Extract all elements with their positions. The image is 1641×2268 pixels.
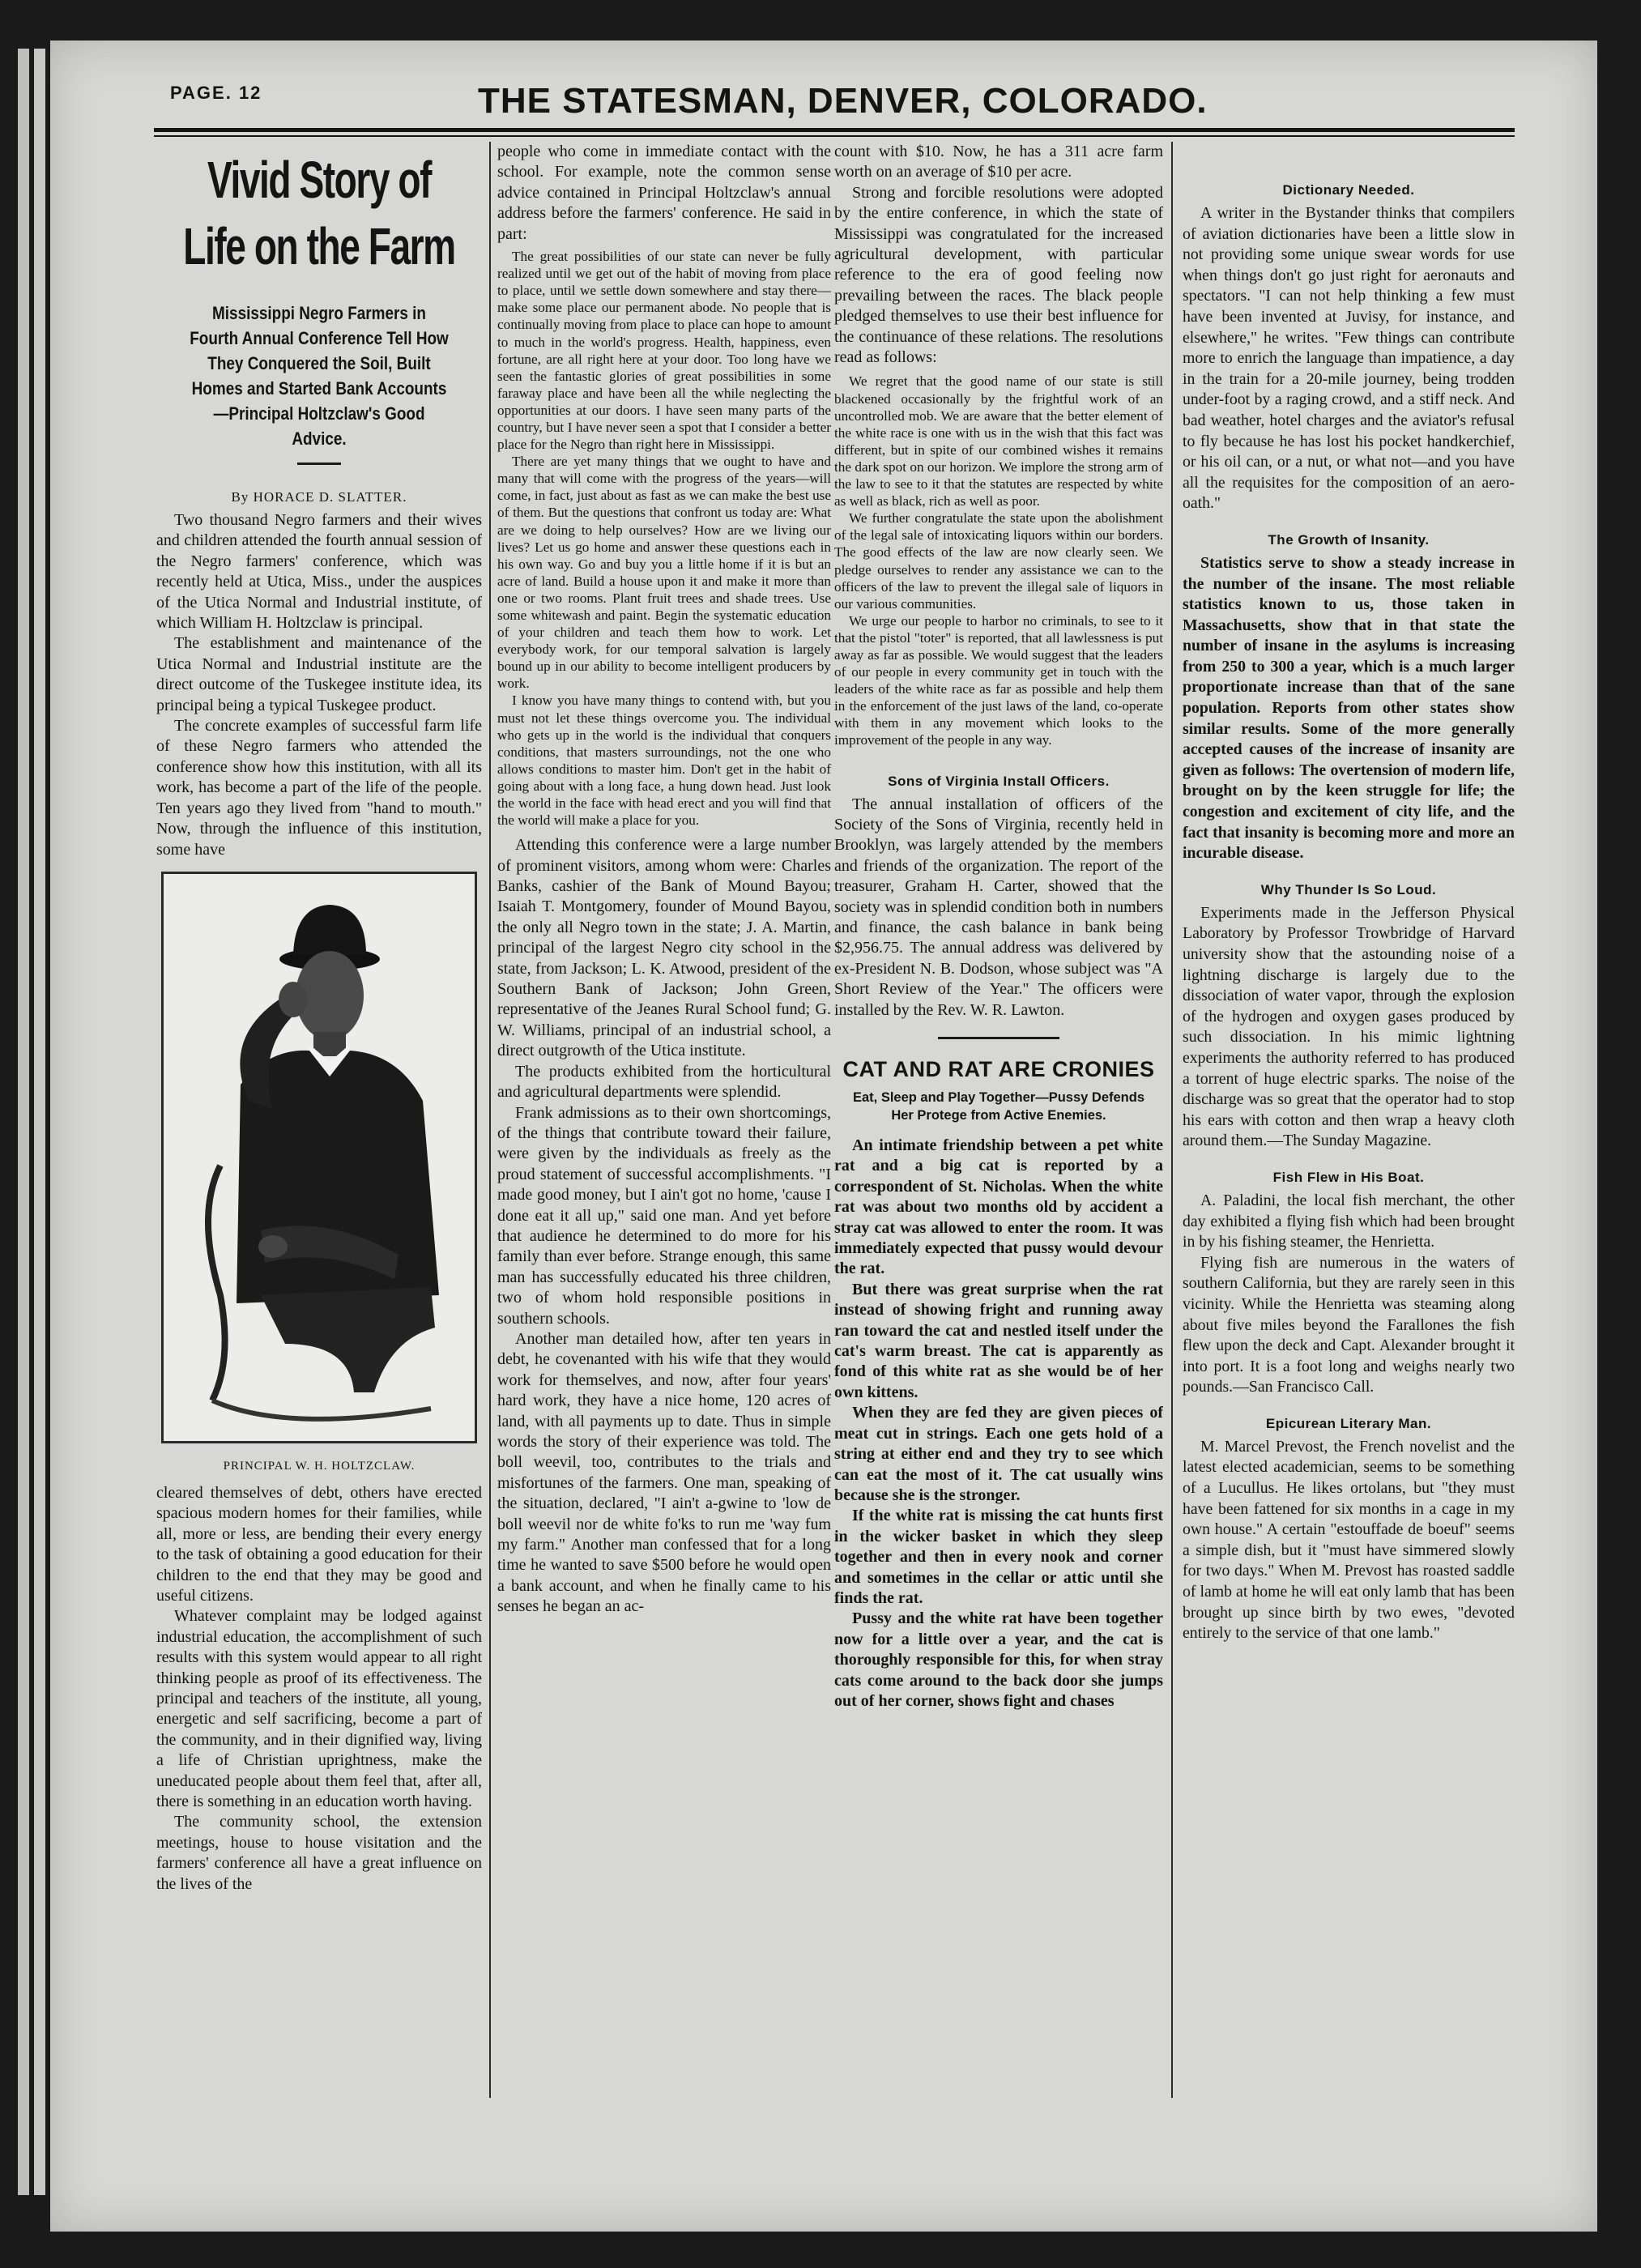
- paragraph: Experiments made in the Jefferson Physical Laboratory by Professor Trowbridge of Harvard university show that the astounding noise of a lightning discharge is largely due to the dissociation of water vapor, through the explosion of the hydrogen and oxygen gases produced by such dissociation. In his mimic lightning experiments the authority referred to has produced a torrent of huge electric sparks. The noise of the discharge was so great that the operator had to stop his ears with cotton and then wrap a heavy cloth around them.—The Sunday Magazine.: [1183, 903, 1515, 1150]
- column-3: [834, 142, 1163, 2098]
- paragraph: people who come in immediate contact with the school. For example, note the common sense advice contained in Principal Holtzclaw's annual address before the farmers' conference. He said in part:: [497, 143, 831, 243]
- paragraph: When they are fed they are given pieces of meat cut in strings. Each one gets hold of a string at either end and they try to see which can eat the most of it. The cat usually wins because she is the stronger.: [834, 1404, 1163, 1504]
- quote-paragraph: I know you have many things to contend with, but you must not let these things overcome you. The individual who gets up in the world is the individual that conquers conditions, that masters surroundings, not the one who allows conditions to master him. Don't get in the habit of going about with a long face, a hung down head. Just look the world in the face with head erect and you will find that the world will make a place for you.: [497, 693, 831, 829]
- paper-edge: [18, 49, 29, 2195]
- cat-deck: Eat, Sleep and Play Together—Pussy Defends Her Protege from Active Enemies.: [852, 1090, 1145, 1123]
- column-rule: [489, 142, 491, 2098]
- quote-paragraph: The great possibilities of our state can never be fully realized until we get out of the habit of moving from place to place, until we settle down somewhere and stay there—make some place our permanent abode. No people that is continually moving from place to place can hope to amount to much in the world's progress. Health, happiness, even fortune, are all right here at your door. Too long have we seen the fantastic glories of great possibilities in some faraway place and have been all the while neglecting the opportunities at our doors. I have seen many parts of the country, but I have never seen a spot that I consider a better place for the Negro than right here in Mississippi.: [497, 249, 831, 453]
- address-quote: [497, 248, 831, 829]
- paragraph: A. Paladini, the local fish merchant, the other day exhibited a flying fish which had been brought in by his fishing steamer, the Henrietta.: [1183, 1191, 1515, 1251]
- paragraph: The concrete examples of successful farm life of these Negro farmers who attended the conference show how this institution, with all its work, has become a part of the life of the people. Ten years ago they lived from "hand to mouth." Now, through the influence of this institution, some have: [156, 717, 482, 859]
- divider: [297, 463, 341, 465]
- paragraph: If the white rat is missing the cat hunts first in the wicker basket in which they sleep together and then in every nook and corner and sometimes in the cellar or attic until she finds the rat.: [834, 1507, 1163, 1607]
- header-rule-thin: [154, 135, 1515, 137]
- masthead: THE STATESMAN, DENVER, COLORADO.: [478, 81, 1208, 121]
- headline-deck: Mississippi Negro Farmers in Fourth Annual Conference Tell How They Conquered the Soil, Built Homes and Started Bank Accounts—Principal Holtzclaw's Good Advice.: [190, 303, 449, 449]
- paragraph: The establishment and maintenance of the Utica Normal and Industrial institute are the direct outcome of the Tuskegee institute idea, its principal being a typical Tuskegee product.: [156, 634, 482, 714]
- brief-headline: The Growth of Insanity.: [1268, 531, 1430, 548]
- paragraph: Two thousand Negro farmers and their wives and children attended the fourth annual session of the Negro farmers' conference, which was recently held at Utica, Miss., under the auspices of the Utica Normal and Industrial institute, of which William H. Holtzclaw is principal.: [156, 511, 482, 633]
- paragraph: count with $10. Now, he has a 311 acre farm worth on an average of $10 per acre.: [834, 143, 1163, 181]
- paragraph: Flying fish are numerous in the waters of southern California, but they are rarely seen in this vicinity. While the Henrietta was steaming along about five miles beyond the Farallones the fish flew upon the deck and Capt. Alexander brought it into port. It is a foot long and weighs nearly two pounds.—San Francisco Call.: [1183, 1253, 1515, 1396]
- brief-headline: Fish Flew in His Boat.: [1272, 1169, 1425, 1185]
- headline: Vivid Story of Life on the Farm: [183, 151, 455, 275]
- cat-headline: CAT AND RAT ARE CRONIES: [842, 1057, 1155, 1081]
- brief-headline: Dictionary Needed.: [1282, 182, 1415, 198]
- paragraph: A writer in the Bystander thinks that compilers of aviation dictionaries have been a little slow in not providing some unique swear words for use when things don't go just right for aeronauts and spectators. "I can not help thinking a few must have been invented at Juvisy, for instance, and elsewhere," he writes. "Few things can contribute more to enrich the language than impatience, a day in the train for a 20-mile journey, being trodden under-foot by a raging crowd, and a stiff neck. And bad weather, hotel charges and the aviator's refusal to fly because he has lost his pocket handkerchief, or his oil can, or a nut, or what not—and you have all the requisites for the composition of an aero-oath.": [1183, 204, 1515, 513]
- paragraph: Pussy and the white rat have been together now for a little over a year, and the cat is thoroughly responsible for this, for when stray cats come around to the back door she jumps out of her corner, shows fight and chases: [834, 1609, 1163, 1710]
- paragraph: cleared themselves of debt, others have erected spacious modern homes for their families, while all, more or less, are bending their every energy to the task of obtaining a good education for their children to the end that they may be good and useful citizens.: [156, 1483, 482, 1605]
- paragraph: Frank admissions as to their own shortcomings, of the things that contribute toward their failure, were given by the individuals as freely as the proud statement of successful accomplishments. "I made good money, but I ain't got no home, 'cause I done eat it all up," said one man. And yet before that audience he determined to do more for his family than ever before. Strange enough, this same man has successfully educated his three children, two of whom hold responsible positions in southern schools.: [497, 1103, 831, 1328]
- portrait-photo: [161, 872, 477, 1443]
- resolution-paragraph: We urge our people to harbor no criminals, to see to it that the pistol "toter" is reported, that all lawlessness is put away as far as possible. We would suggest that the leaders of our people in every community get in touch with the leaders of the white race as far as possible and help them in the enforcement of the just laws of the land, co-operate with them in any movement which looks to the improvement of the people in any way.: [834, 612, 1163, 748]
- paragraph: Statistics serve to show a steady increase in the number of the insane. The most reliable statistics known to us, those taken in Massachusetts, show that in that state the number of insane in the asylums is increasing from 250 to 300 a year, which is a much larger proportionate increase than that of the sane population. Reports from other states show similar results. Some of the more generally accepted causes of the increase of insanity are given as follows: The overtension of modern life, brought on by the keen struggle for life; the congestion and excitement of city life, and the fact that insanity is becoming more and more an incurable disease.: [1183, 553, 1515, 863]
- paragraph: Attending this conference were a large number of prominent visitors, among whom were: Charles Banks, cashier of the Bank of Mound Bayou; Isaiah T. Montgomery, founder of Mound Bayou, the only all Negro town in the state; J. A. Martin, principal of the largest Negro city school in the state, from Jackson; L. K. Atwood, president of the Southern Bank of Jackson; John Green, representative of the Jeanes Rural School fund; G. W. Williams, principal of an industrial school, a direct outgrowth of the Utica institute.: [497, 836, 831, 1060]
- quote-paragraph: There are yet many things that we ought to have and many that will come with the progress of the years—will come, in fact, just about as fast as we can make the best use of them. But the questions that confront us today are: What are we doing to help ourselves? How are we living our lives? Let us go home and answer these questions each in his own way. Go and buy you a little home if it is but an acre of land. Build a house upon it and make it more than one or two rooms. Plant fruit trees and shade trees. Use some whitewash and paint. Begin the systematic education of your children and teach them how to work. Let everybody work, for our temporal salvation is largely bound up in our ability to become intelligent producers by work.: [497, 454, 831, 692]
- paragraph: The products exhibited from the horticultural and agricultural departments were splendid.: [497, 1062, 831, 1102]
- paragraph: An intimate friendship between a pet white rat and a big cat is reported by a correspondent of St. Nicholas. When the white rat was about two months old by accident a stray cat was allowed to enter the room. It was immediately expected that pussy would devour the rat.: [834, 1136, 1163, 1278]
- header-rule: [154, 128, 1515, 132]
- column-4: [1183, 142, 1515, 2098]
- paragraph: Another man detailed how, after ten years in debt, he covenanted with his wife that they would work for themselves, and now, after four years' hard work, they have a nice home, 120 acres of land, with all payments up to date. Thus in simple words the story of their experience was told. The boll weevil, too, contributes to the trials and misfortunes of the farmers. One man, speaking of the situation, declared, "I ain't a-gwine to 'low de boll weevil nor de white fo'ks to run me 'way fum my farm." Another man confessed that for a long time he wanted to save $500 before he would open a bank account, and when he finally came to his senses he began an ac-: [497, 1329, 831, 1616]
- resolution-paragraph: We further congratulate the state upon the abolishment of the legal sale of intoxicating liquors within our borders. The good effects of the law are now clearly seen. We pledge ourselves to render any assistance we can to the officers of the law to prevent the illegal sale of liquors in our various communities.: [834, 510, 1163, 612]
- photo-caption: PRINCIPAL W. H. HOLTZCLAW.: [223, 1459, 416, 1473]
- brief-headline: Epicurean Literary Man.: [1265, 1415, 1432, 1431]
- paper-edge: [34, 49, 45, 2195]
- paragraph: The annual installation of officers of the Society of the Sons of Virginia, recently held in Brooklyn, was largely attended by the members and friends of the organization. The report of the treasurer, Graham H. Carter, showed that the society was in splendid condition both in numbers and finance, the cash balance in bank being $2,956.75. The annual address was delivered by ex-President N. B. Dodson, whose subject was "A Short Review of the Year." The officers were installed by the Rev. W. R. Lawton.: [834, 795, 1163, 1019]
- paragraph: Strong and forcible resolutions were adopted by the entire conference, in which the state of Mississippi was congratulated for the increased agricultural development, with particular reference to the era of good feeling now prevailing between the races. The black people pledged themselves to use their best influence for the continuance of these relations. The resolutions read as follows:: [834, 183, 1163, 367]
- brief-headline: Why Thunder Is So Loud.: [1260, 881, 1437, 897]
- paragraph: The community school, the extension meetings, house to house visitation and the farmers' conference all have a great influence on the lives of the: [156, 1813, 482, 1893]
- column-rule: [1171, 142, 1173, 2098]
- portrait-illustration: [164, 874, 475, 1441]
- column-2: [497, 142, 831, 2098]
- virginia-headline: Sons of Virginia Install Officers.: [888, 773, 1110, 789]
- resolution-paragraph: We regret that the good name of our state is still blackened occasionally by the frightful work of an uncontrolled mob. We are aware that the better element of the white race is one with us in the wish that this fact was different, but in spite of our combined wishes it remains the dark spot on our horizon. We implore the strong arm of the law to see to it that the statutes are respected by white as well as black, rich as well as poor.: [834, 373, 1163, 509]
- column-1: [156, 142, 482, 2098]
- page-number: PAGE. 12: [170, 83, 262, 103]
- paragraph: M. Marcel Prevost, the French novelist and the latest elected academician, seems to be something of a Lucullus. He likes ortolans, but "they must have been fattened for six months in a cage in my own house." A certain "estouffade de boeuf" seems a simple dish, but it "must have simmered slowly for two days." When M. Prevost has roasted saddle of lamb at home he will eat only lamb that has been brought up since birth by two ewes, "devoted entirely to the service of that one lamb.": [1183, 1437, 1515, 1643]
- page-header: [121, 81, 1507, 130]
- byline: By HORACE D. SLATTER.: [231, 489, 407, 505]
- paragraph: But there was great surprise when the rat instead of showing fright and running away ran toward the cat and nestled itself under the cat's warm breast. The cat is apparently as fond of this white rat as she would be of her own kittens.: [834, 1280, 1163, 1401]
- paragraph: Whatever complaint may be lodged against industrial education, the accomplishment of such results with this system would appear to all right thinking people as proof of its effectiveness. The principal and teachers of the institute, all young, energetic and self sacrificing, become a part of the community, and in their dignified way, living a life of Christian uprightness, make the uneducated people about them feel that, after all, there is something in an education worth having.: [156, 1607, 482, 1810]
- resolutions: [834, 373, 1163, 748]
- divider: [938, 1037, 1059, 1039]
